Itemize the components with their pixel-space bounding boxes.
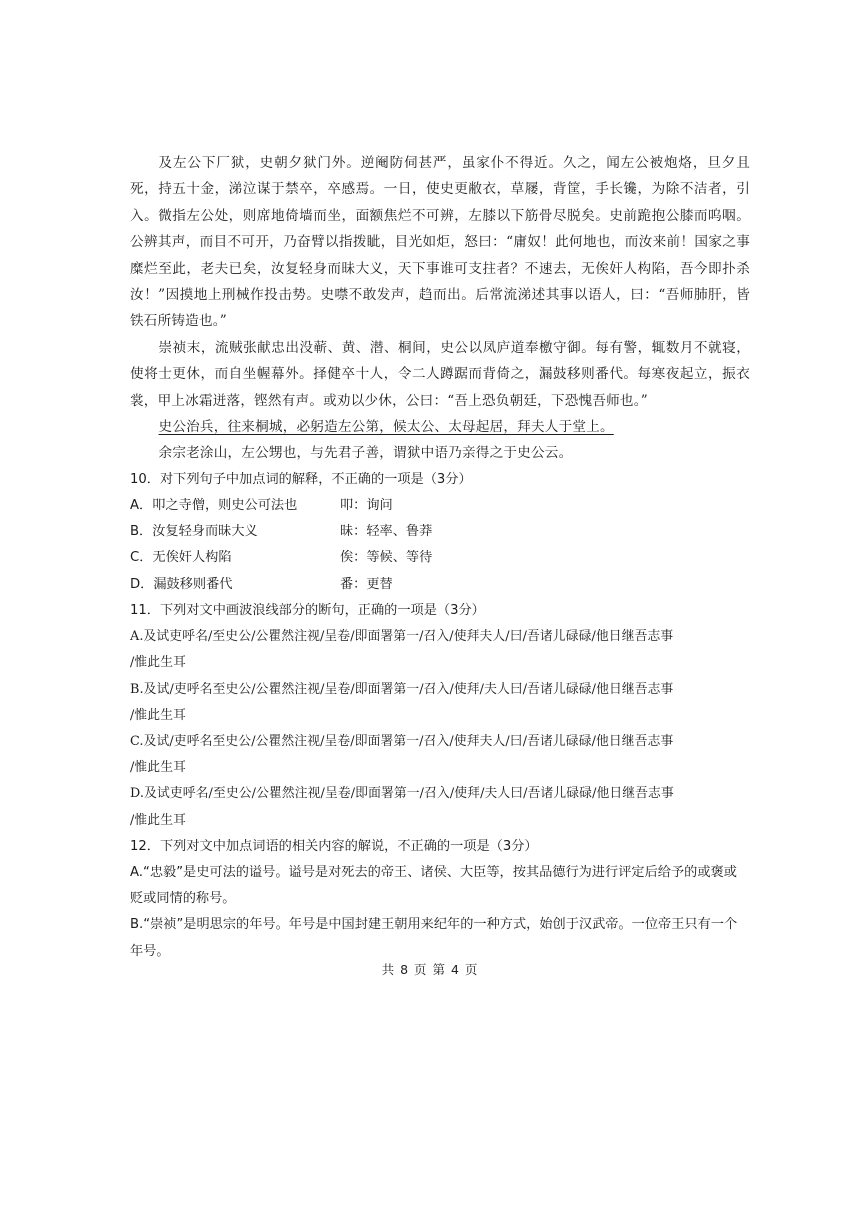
passage-paragraph-2: 崇祯末，流贼张献忠出没蕲、黄、潜、桐间，史公以凤庐道奉檄守御。每有警，辄数月不就寝，使将士更休，而自坐幄幕外。择健卒十人，令二人蹲踞而背倚之，漏鼓移则番代。每寒夜起立，振衣裳，甲上冰霜迸落，铿然有声。或劝以少休，公曰：“吾上恐负朝廷，下恐愧吾师也。” bbox=[130, 339, 750, 409]
option-sentence: D．漏鼓移则番代 bbox=[130, 576, 233, 592]
question-10-option-b bbox=[130, 519, 750, 545]
passage-paragraph-1: 及左公下厂狱，史朝夕狱门外。逆阉防伺甚严，虽家仆不得近。久之，闻左公被炮烙，旦夕且死，持五十金，涕泣谋于禁卒，卒感焉。一日，使史更敝衣，草屦，背筐，手长镵，为除不洁者，引入。微指左公处，则席地倚墙而坐，面额焦烂不可辨，左膝以下筋骨尽脱矣。史前跪抱公膝而呜咽。公辨其声，而目不可开，乃奋臂以指拨眦，目光如炬，怒曰：“庸奴！此何地也，而汝来前！国家之事糜烂至此，老夫已矣，汝复轻身而昧大义，天下事谁可支拄者？不速去，无俟奸人构陷，吾今即扑杀汝！”因摸地上刑械作投击势。史噤不敢发声，趋而出。后常流涕述其事以语人，曰：“吾师肺肝，皆铁石所铸造也。” bbox=[130, 155, 750, 330]
option-sentence: B．汝复轻身而昧大义 bbox=[130, 524, 258, 540]
question-11-option-d-line2: /惟此生耳 bbox=[130, 812, 186, 828]
passage-paragraph-4: 余宗老涂山，左公甥也，与先君子善，谓狱中语乃亲得之于史公云。 bbox=[158, 445, 573, 462]
option-sentence: A．叩之寺僧，则史公可法也 bbox=[130, 498, 298, 514]
question-11-option-a-line2: /惟此生耳 bbox=[130, 655, 186, 671]
question-10-option-c bbox=[130, 545, 750, 571]
page-footer: 共 8 页 第 4 页 bbox=[381, 962, 479, 977]
question-11-option-b-line2: /惟此生耳 bbox=[130, 707, 186, 723]
question-10-stem: 10．对下列句子中加点词的解释，不正确的一项是（3分） bbox=[130, 471, 472, 487]
question-12-option-b: B.“崇祯”是明思宗的年号。年号是中国封建王朝用来纪年的一种方式，始创于汉武帝。一位帝王只有一个年号。 bbox=[130, 917, 738, 959]
page-content bbox=[130, 150, 750, 965]
question-11-option-c-line2: /惟此生耳 bbox=[130, 760, 186, 776]
option-explanation: 俟：等候、等待 bbox=[340, 550, 433, 566]
option-sentence: C．无俟奸人构陷 bbox=[130, 550, 232, 566]
wavy-underlined-sentence: 史公治兵，往来桐城，必躬造左公第，候太公、太母起居，拜夫人于堂上。 bbox=[158, 419, 614, 436]
passage-paragraph-3 bbox=[130, 414, 750, 440]
option-explanation: 番：更替 bbox=[340, 576, 393, 592]
option-explanation: 昧：轻率、鲁莽 bbox=[340, 524, 433, 540]
question-11-option-d-line1: D.及试吏呼名/至史公/公瞿然注视/呈卷/即面署第一/召入/使拜/夫人曰/吾诸儿碌碌/他日继吾志事 bbox=[130, 786, 674, 802]
question-10-option-d bbox=[130, 572, 750, 598]
question-11-option-a-line1: A.及试吏呼名/至史公/公瞿然注视/呈卷/即面署第一/召入/使拜夫人/曰/吾诸儿碌碌/他日继吾志事 bbox=[130, 629, 674, 645]
question-11-option-c-line1: C.及试/吏呼名至史公/公瞿然注视/呈卷/即面署第一/召入/使拜夫人/曰/吾诸儿碌碌/他日继吾志事 bbox=[130, 733, 674, 749]
option-explanation: 叩：询问 bbox=[340, 498, 393, 514]
question-11-option-b-line1: B.及试/吏呼名至史公/公瞿然注视/呈卷/即面署第一/召入/使拜/夫人曰/吾诸儿碌碌/他日继吾志事 bbox=[130, 681, 674, 697]
question-11-stem: 11．下列对文中画波浪线部分的断句，正确的一项是（3分） bbox=[130, 602, 485, 618]
question-12-option-a: A.“忠毅”是史可法的谥号。谥号是对死去的帝王、诸侯、大臣等，按其品德行为进行评定后给予的或褒或贬或同情的称号。 bbox=[130, 864, 737, 907]
question-10-option-a bbox=[130, 493, 750, 519]
question-12-stem: 12．下列对文中加点词语的相关内容的解说，不正确的一项是（3分） bbox=[130, 838, 538, 854]
